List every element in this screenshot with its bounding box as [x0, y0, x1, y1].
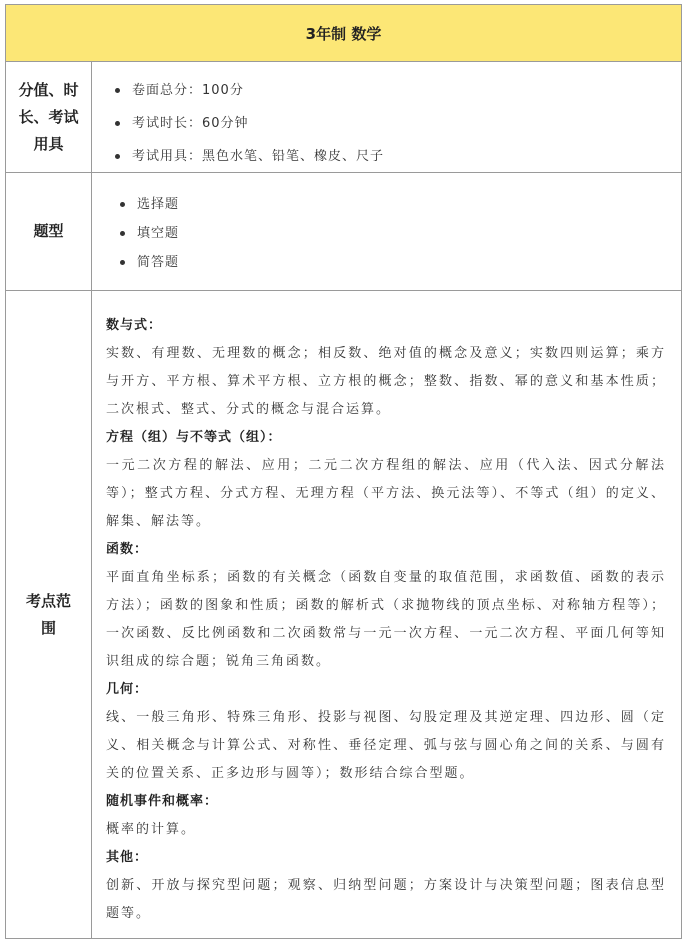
- list-item-text: 简答题: [137, 255, 180, 270]
- exam-info-list: [132, 74, 384, 173]
- question-types-content: [92, 173, 681, 290]
- list-item-text: 卷面总分：100分: [132, 83, 244, 98]
- exam-info-table: [5, 4, 682, 939]
- scope-label: 考点范围: [6, 291, 92, 938]
- scope-section: [106, 536, 666, 676]
- bullet-icon: [120, 260, 125, 265]
- section-body: 线、一般三角形、特殊三角形、投影与视图、勾股定理及其逆定理、四边形、圆（定义、相关概念与计算公式、对称性、垂径定理、弧与弦与圆心角之间的关系、与圆有关的位置关系、正多边形与圆等）；数形结合综合型题。: [106, 710, 666, 781]
- scope-section: [106, 676, 666, 788]
- scope-section: [106, 788, 666, 844]
- list-item: [132, 140, 384, 173]
- scope-section: [106, 312, 666, 424]
- question-types-row: [6, 173, 681, 291]
- list-item-text: 考试时长：60分钟: [132, 116, 249, 131]
- section-body: 概率的计算。: [106, 822, 197, 837]
- section-body: 平面直角坐标系；函数的有关概念（函数自变量的取值范围，求函数值、函数的表示方法）；函数的图象和性质；函数的解析式（求抛物线的顶点坐标、对称轴方程等）；一次函数、反比例函数和二次函数常与一元一次方程、一元二次方程、平面几何等知识组成的综合题；锐角三角函数。: [106, 570, 666, 669]
- list-item: [137, 190, 179, 219]
- bullet-icon: [120, 231, 125, 236]
- list-item-text: 考试用具：黑色水笔、铅笔、橡皮、尺子: [132, 149, 385, 164]
- bullet-icon: [120, 202, 125, 207]
- list-item: [137, 219, 179, 248]
- list-item-text: 选择题: [137, 197, 180, 212]
- list-item: [132, 107, 384, 140]
- table-title: 3年制 数学: [305, 24, 382, 43]
- bullet-icon: [115, 154, 120, 159]
- question-types-label: 题型: [6, 173, 92, 290]
- scope-section: [106, 424, 666, 536]
- scope-content: [92, 291, 681, 938]
- section-title: 函数：: [106, 542, 149, 557]
- scope-section: [106, 844, 666, 928]
- list-item: [132, 74, 384, 107]
- section-title: 方程（组）与不等式（组）：: [106, 430, 282, 445]
- scope-sections: [106, 312, 666, 928]
- exam-info-row: [6, 62, 681, 173]
- list-item-text: 填空题: [137, 226, 180, 241]
- section-body: 创新、开放与探究型问题；观察、归纳型问题；方案设计与决策型问题；图表信息型题等。: [106, 878, 666, 921]
- section-body: 实数、有理数、无理数的概念；相反数、绝对值的概念及意义；实数四则运算；乘方与开方、平方根、算术平方根、立方根的概念；整数、指数、幂的意义和基本性质；二次根式、整式、分式的概念与混合运算。: [106, 346, 666, 417]
- section-title: 其他：: [106, 850, 149, 865]
- exam-info-content: [92, 62, 681, 172]
- scope-row: [6, 291, 681, 938]
- question-types-list: [137, 190, 179, 277]
- section-title: 数与式：: [106, 318, 163, 333]
- list-item: [137, 248, 179, 277]
- table-header: [6, 5, 681, 62]
- bullet-icon: [115, 88, 120, 93]
- section-body: 一元二次方程的解法、应用；二元二次方程组的解法、应用（代入法、因式分解法等）；整式方程、分式方程、无理方程（平方法、换元法等）、不等式（组）的定义、解集、解法等。: [106, 458, 666, 529]
- section-title: 随机事件和概率：: [106, 794, 219, 809]
- section-title: 几何：: [106, 682, 149, 697]
- exam-info-label: 分值、时长、考试用具: [6, 62, 92, 172]
- bullet-icon: [115, 121, 120, 126]
